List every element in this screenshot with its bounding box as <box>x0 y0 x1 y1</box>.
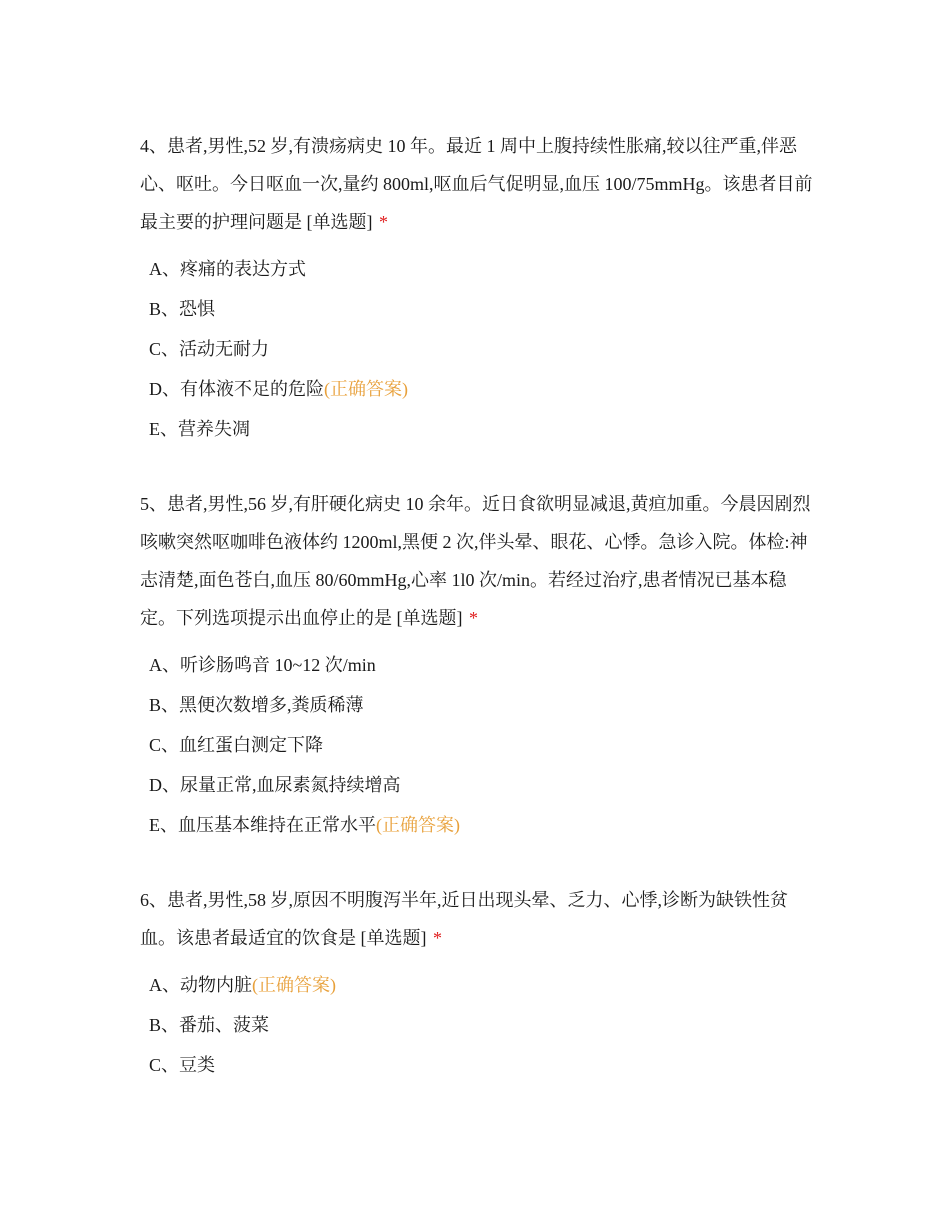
option-c[interactable] <box>140 725 820 765</box>
question-number: 5、 <box>140 494 167 514</box>
required-mark: * <box>433 928 442 948</box>
option-d[interactable] <box>140 765 820 805</box>
question-text: 患者,男性,56 岁,有肝硬化病史 10 余年。近日食欲明显减退,黄疸加重。今晨因剧烈咳嗽突然呕咖啡色液体约 1200ml,黑便 2 次,伴头晕、眼花、心悸。急诊入院。体检:神志清楚,面色苍白,血压 80/60mmHg,心率 1l0 次/min。若经过治疗,患者情况已基本稳定。下列选项提示出血停止的是 <box>140 494 811 628</box>
question-6 <box>140 881 820 1085</box>
required-mark: * <box>469 608 478 628</box>
option-letter: C、 <box>149 1055 180 1075</box>
option-text: 听诊肠鸣音 10~12 次/min <box>180 655 376 675</box>
option-b[interactable] <box>140 685 820 725</box>
question-type-tag: [单选题] <box>360 928 427 948</box>
option-letter: B、 <box>149 695 180 715</box>
option-letter: C、 <box>149 339 180 359</box>
option-text: 营养失凋 <box>178 419 250 439</box>
option-letter: A、 <box>149 975 180 995</box>
option-letter: D、 <box>149 379 180 399</box>
question-type-tag: [单选题] <box>306 212 373 232</box>
correct-answer-tag: (正确答案) <box>252 975 336 995</box>
question-number: 4、 <box>140 136 167 156</box>
option-letter: A、 <box>149 259 180 279</box>
option-text: 恐惧 <box>179 299 216 319</box>
option-letter: B、 <box>149 1015 180 1035</box>
option-e[interactable] <box>140 409 820 449</box>
question-text: 患者,男性,58 岁,原因不明腹泻半年,近日出现头晕、乏力、心悸,诊断为缺铁性贫血。该患者最适宜的饮食是 <box>140 890 788 948</box>
option-a[interactable] <box>140 645 820 685</box>
option-letter: A、 <box>149 655 180 675</box>
option-list <box>140 965 820 1085</box>
option-list <box>140 249 820 449</box>
correct-answer-tag: (正确答案) <box>376 815 460 835</box>
question-4 <box>140 127 820 449</box>
option-b[interactable] <box>140 289 820 329</box>
option-e[interactable] <box>140 805 820 845</box>
question-stem <box>140 485 820 637</box>
option-text: 尿量正常,血尿素氮持续增高 <box>180 775 401 795</box>
option-c[interactable] <box>140 329 820 369</box>
option-text: 活动无耐力 <box>179 339 270 359</box>
question-number: 6、 <box>140 890 167 910</box>
question-stem <box>140 881 820 957</box>
option-b[interactable] <box>140 1005 820 1045</box>
option-c[interactable] <box>140 1045 820 1085</box>
option-a[interactable] <box>140 965 820 1005</box>
option-text: 血红蛋白测定下降 <box>179 735 324 755</box>
option-list <box>140 645 820 845</box>
correct-answer-tag: (正确答案) <box>324 379 408 399</box>
option-text: 番茄、菠菜 <box>179 1015 270 1035</box>
option-text: 豆类 <box>179 1055 216 1075</box>
option-text: 黑便次数增多,粪质稀薄 <box>179 695 364 715</box>
question-stem <box>140 127 820 241</box>
option-letter: C、 <box>149 735 180 755</box>
option-a[interactable] <box>140 249 820 289</box>
option-letter: E、 <box>149 419 178 439</box>
question-text: 患者,男性,52 岁,有溃疡病史 10 年。最近 1 周中上腹持续性胀痛,较以往严重,伴恶心、呕吐。今日呕血一次,量约 800ml,呕血后气促明显,血压 100/75mmHg。该患者目前最主要的护理问题是 <box>140 136 813 232</box>
option-text: 动物内脏 <box>180 975 252 995</box>
option-text: 疼痛的表达方式 <box>180 259 306 279</box>
option-d[interactable] <box>140 369 820 409</box>
option-letter: E、 <box>149 815 178 835</box>
option-letter: B、 <box>149 299 180 319</box>
option-letter: D、 <box>149 775 180 795</box>
question-type-tag: [单选题] <box>396 608 463 628</box>
required-mark: * <box>379 212 388 232</box>
option-text: 有体液不足的危险 <box>180 379 324 399</box>
question-5 <box>140 485 820 845</box>
option-text: 血压基本维持在正常水平 <box>178 815 376 835</box>
